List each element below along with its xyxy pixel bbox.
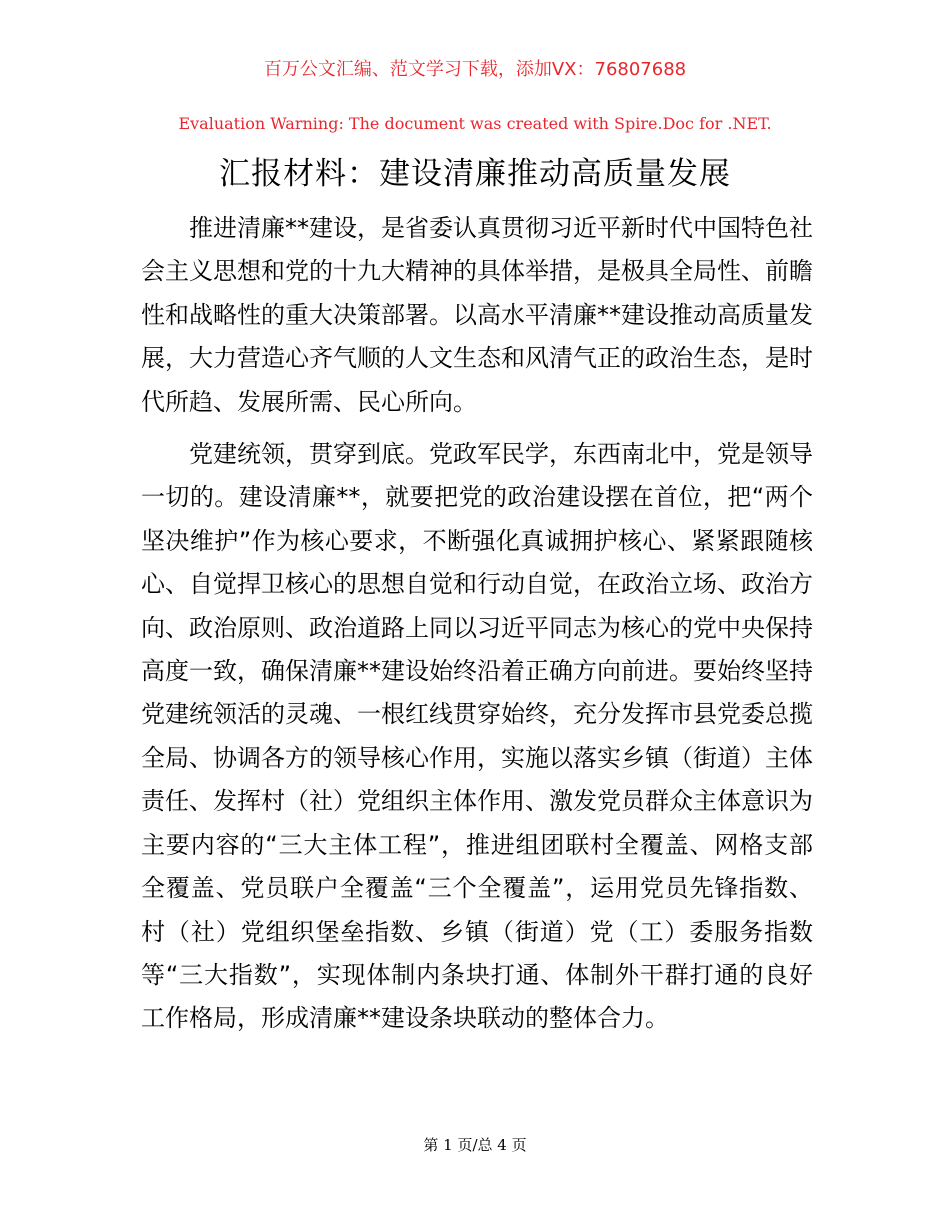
paragraph-intro: 推进清廉**建设，是省委认真贯彻习近平新时代中国特色社会主义思想和党的十九大精神的具体举措，是极具全局性、前瞻性和战略性的重大决策部署。以高水平清廉**建设推动高质量发展，大力营造心齐气顺的人文生态和风清气正的政治生态，是时代所趋、发展所需、民心所向。: [141, 214, 813, 416]
evaluation-warning: Evaluation Warning: The document was created with Spire.Doc for .NET.: [178, 114, 772, 133]
header-banner: 百万公文汇编、范文学习下载，添加VX：76807688: [263, 59, 687, 80]
paragraph-party-leadership: 党建统领，贯穿到底。党政军民学，东西南北中，党是领导一切的。建设清廉**，就要把党的政治建设摆在首位，把“两个坚决维护”作为核心要求，不断强化真诚拥护核心、紧紧跟随核心、自觉捍卫核心的思想自觉和行动自觉，在政治立场、政治方向、政治原则、政治道路上同以习近平同志为核心的党中央保持高度一致，确保清廉**建设始终沿着正确方向前进。要始终坚持党建统领活的灵魂、一根红线贯穿始终，充分发挥市县党委总揽全局、协调各方的领导核心作用，实施以落实乡镇（街道）主体责任、发挥村（社）党组织主体作用、激发党员群众主体意识为主要内容的“三大主体工程”，推进组团联村全覆盖、网格支部全覆盖、党员联户全覆盖“三个全覆盖”，运用党员先锋指数、村（社）党组织堡垒指数、乡镇（街道）党（工）委服务指数等“三大指数”，实现体制内条块打通、体制外干群打通的良好工作格局，形成清廉**建设条块联动的整体合力。: [141, 440, 813, 1033]
page-footer: 第 1 页/总 4 页: [423, 1136, 527, 1154]
document-body: [141, 207, 813, 1041]
document-title: 汇报材料：建设清廉推动高质量发展: [219, 156, 731, 192]
